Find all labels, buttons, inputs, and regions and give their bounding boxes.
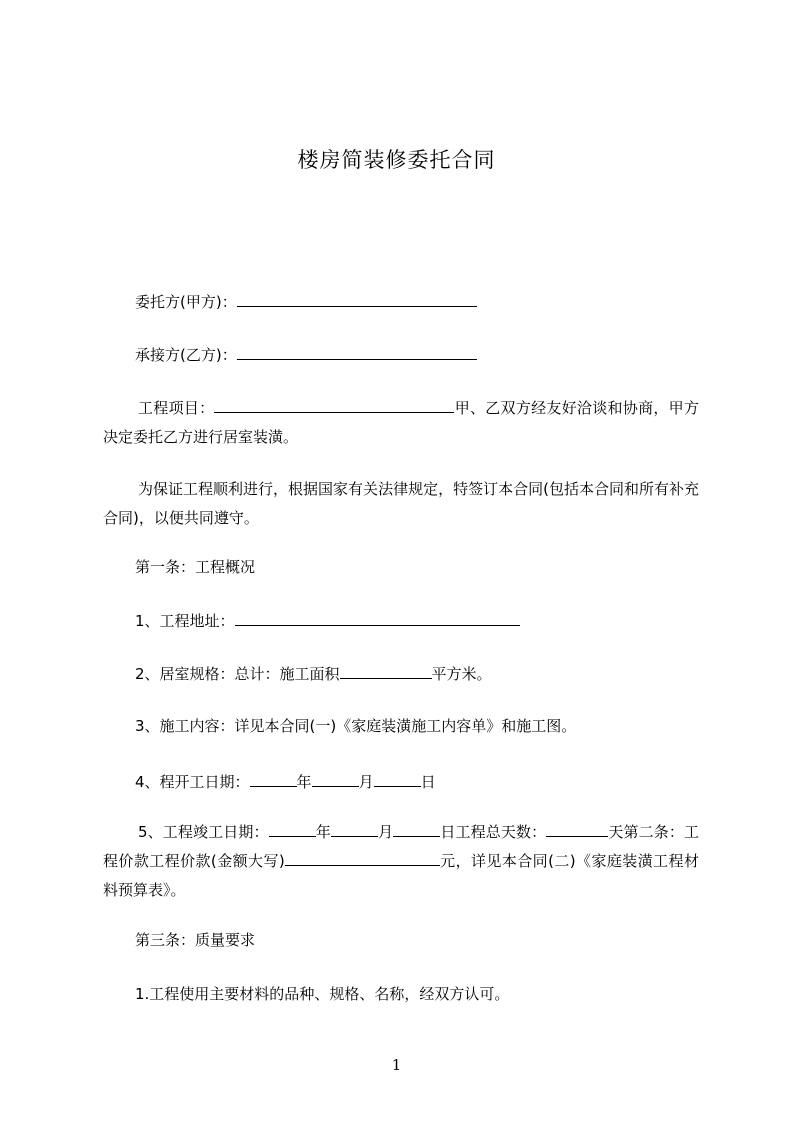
item1-line [135,610,520,631]
intro-paragraph: 为保证工程顺利进行，根据国家有关法律规定，特签订本合同(包括本合同和所有补充合同)，以便共同遵守。 [103,480,699,527]
project-label: 工程项目： [138,399,215,417]
end-month-blank[interactable] [331,821,378,837]
item5-paragraph [103,818,699,905]
item5-month: 月 [377,823,394,841]
item4-day: 日 [420,773,436,791]
item2-label: 2、居室规格：总计：施工面积 [135,665,340,683]
total-days-blank[interactable] [546,821,608,837]
item4-year: 年 [296,773,312,791]
party-a-line [135,291,477,312]
item5-year: 年 [315,823,331,841]
article3-heading: 第三条：质量要求 [135,931,256,949]
end-day-blank[interactable] [393,821,440,837]
item3-line: 3、施工内容：详见本合同(一)《家庭装潢施工内容单》和施工图。 [135,717,577,735]
party-b-label: 承接方(乙方)： [135,346,237,364]
address-blank[interactable] [235,610,520,626]
item1-label: 1、工程地址： [135,612,235,630]
item4-line [135,771,436,792]
start-year-blank[interactable] [250,771,297,787]
project-blank[interactable] [214,397,454,413]
project-paragraph [103,394,699,452]
quality-item1: 1.工程使用主要材料的品种、规格、名称，经双方认可。 [135,985,510,1003]
item5-label: 5、工程竣工日期： [138,823,269,841]
item2-unit: 平方米。 [431,665,492,683]
area-blank[interactable] [340,663,432,679]
page-title: 楼房简装修委托合同 [297,148,496,172]
party-a-label: 委托方(甲方)： [135,293,237,311]
start-month-blank[interactable] [312,771,359,787]
project-text: 甲、乙双方经友好洽谈和协商，甲方决定委托乙方进行居室装潢。 [103,399,699,446]
party-b-line [135,344,477,365]
item5-days-article2: 天第二条：工程价款工程价款(金额大写) [103,823,699,870]
party-a-blank[interactable] [237,291,477,307]
item4-month: 月 [358,773,374,791]
item2-line [135,663,492,684]
item5-tail: 元，详见本合同(二)《家庭装潢工程材料预算表》。 [103,852,699,899]
end-year-blank[interactable] [269,821,316,837]
price-blank[interactable] [285,850,440,866]
item4-label: 4、程开工日期： [135,773,250,791]
start-day-blank[interactable] [374,771,421,787]
article1-heading: 第一条：工程概况 [135,558,256,576]
page-number: 1 [391,1056,402,1074]
item5-day-total: 日工程总天数： [440,823,547,841]
party-b-blank[interactable] [237,344,477,360]
